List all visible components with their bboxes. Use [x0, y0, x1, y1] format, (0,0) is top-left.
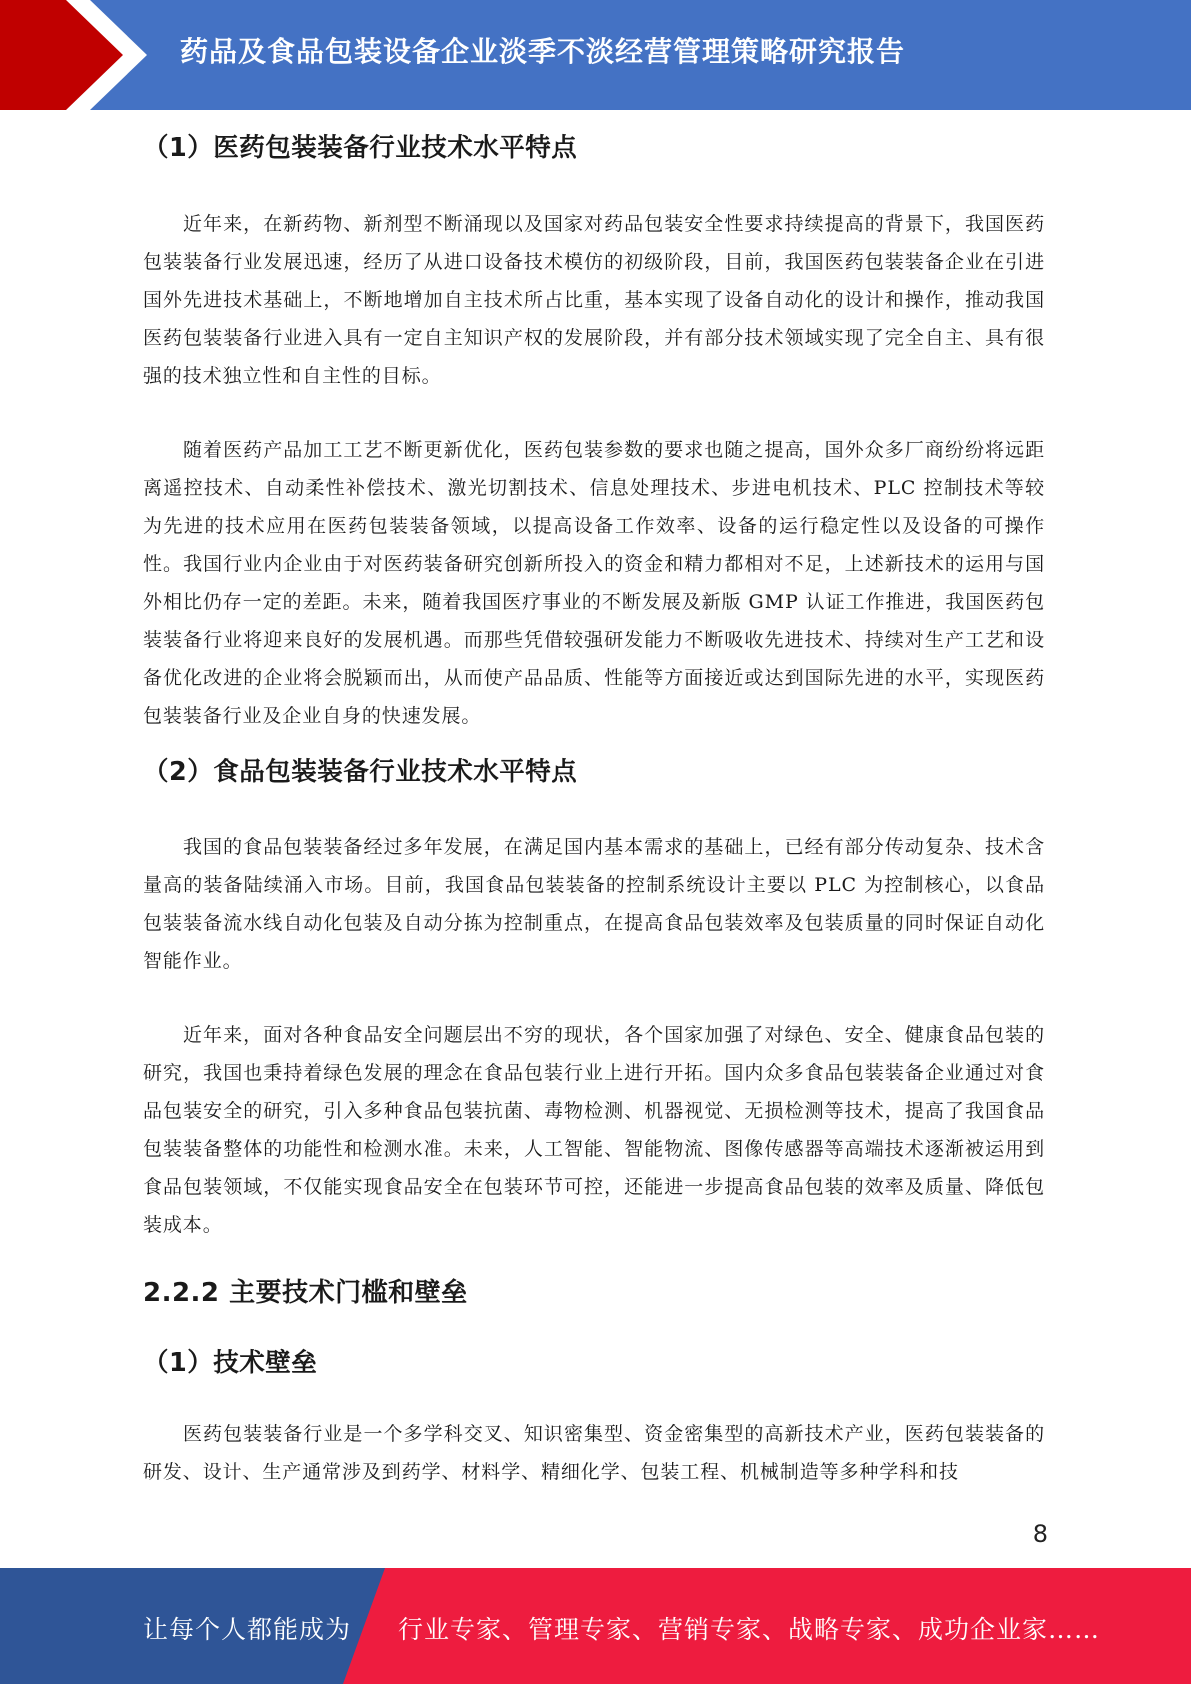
paragraph: 医药包装装备行业是一个多学科交叉、知识密集型、资金密集型的高新技术产业，医药包装装备的研发、设计、生产通常涉及到药学、材料学、精细化学、包装工程、机械制造等多种学科和技	[143, 1423, 1045, 1483]
paragraph: 随着医药产品加工工艺不断更新优化，医药包装参数的要求也随之提高，国外众多厂商纷纷将远距离遥控技术、自动柔性补偿技术、激光切割技术、信息处理技术、步进电机技术、PLC 控制技术等较为先进的技术应用在医药包装装备领域，以提高设备工作效率、设备的运行稳定性以及设备的可操作性。我国行业内企业由于对医药装备研究创新所投入的资金和精力都相对不足，上述新技术的运用与国外相比仍存一定的差距。未来，随着我国医疗事业的不断发展及新版 GMP 认证工作推进，我国医药包装装备行业将迎来良好的发展机遇。而那些凭借较强研发能力不断吸收先进技术、持续对生产工艺和设备优化改进的企业将会脱颖而出，从而使产品品质、性能等方面接近或达到国际先进的水平，实现医药包装装备行业及企业自身的快速发展。	[143, 439, 1045, 727]
paragraph: 近年来，面对各种食品安全问题层出不穷的现状，各个国家加强了对绿色、安全、健康食品包装的研究，我国也秉持着绿色发展的理念在食品包装行业上进行开拓。国内众多食品包装装备企业通过对食品包装安全的研究，引入多种食品包装抗菌、毒物检测、机器视觉、无损检测等技术，提高了我国食品包装装备整体的功能性和检测水准。未来，人工智能、智能物流、图像传感器等高端技术逐渐被运用到食品包装领域，不仅能实现食品安全在包装环节可控，还能进一步提高食品包装的效率及质量、降低包装成本。	[143, 1024, 1045, 1236]
paragraph: 我国的食品包装装备经过多年发展，在满足国内基本需求的基础上，已经有部分传动复杂、技术含量高的装备陆续涌入市场。目前，我国食品包装装备的控制系统设计主要以 PLC 为控制核心，以食品包装装备流水线自动化包装及自动分拣为控制重点，在提高食品包装效率及包装质量的同时保证自动化智能作业。	[143, 836, 1045, 972]
heading-technical-barriers: （1）技术壁垒	[143, 1348, 318, 1378]
paragraph: 近年来，在新药物、新剂型不断涌现以及国家对药品包装安全性要求持续提高的背景下，我国医药包装装备行业发展迅速，经历了从进口设备技术模仿的初级阶段，目前，我国医药包装装备企业在引进国外先进技术基础上，不断地增加自主技术所占比重，基本实现了设备自动化的设计和操作，推动我国医药包装装备行业进入具有一定自主知识产权的发展阶段，并有部分技术领域实现了完全自主、具有很强的技术独立性和自主性的目标。	[143, 213, 1045, 387]
heading-medical-packaging-tech: （1）医药包装装备行业技术水平特点	[143, 133, 578, 163]
heading-food-packaging-tech: （2）食品包装装备行业技术水平特点	[143, 757, 578, 787]
section-heading-barriers: 2.2.2 主要技术门槛和壁垒	[143, 1278, 468, 1308]
report-title: 药品及食品包装设备企业淡季不淡经营管理策略研究报告	[180, 35, 906, 68]
header-chevron-decoration	[0, 0, 160, 110]
page-content	[143, 128, 1045, 1491]
page-number: 8	[1032, 1520, 1048, 1548]
footer-slogan-right: 行业专家、管理专家、营销专家、战略专家、成功企业家……	[398, 1615, 1101, 1644]
footer-slogan-left: 让每个人都能成为	[143, 1615, 352, 1644]
